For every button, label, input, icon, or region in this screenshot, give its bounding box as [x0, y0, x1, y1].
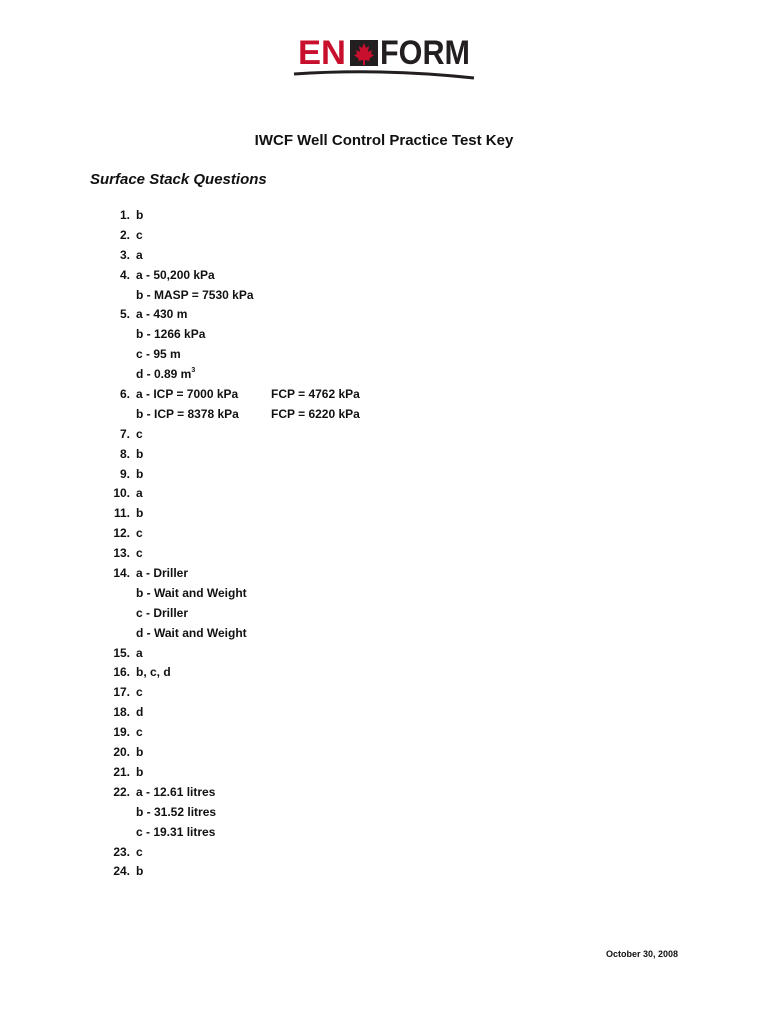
answer-item [92, 843, 492, 863]
answer-line [92, 325, 492, 345]
answer-item [92, 743, 492, 763]
answer-number: 17. [113, 685, 130, 700]
answer-text [136, 564, 188, 584]
answer-item [92, 544, 492, 564]
answer-line [92, 644, 492, 664]
answer-line [92, 206, 492, 226]
answer-number: 7. [119, 426, 130, 441]
answer-text-value: c [136, 725, 143, 740]
answer-text-value: c [136, 426, 143, 441]
answer-line [92, 445, 492, 465]
section-title: Surface Stack Questions [90, 171, 267, 188]
answer-text [136, 425, 143, 445]
answer-line [92, 405, 492, 425]
answer-item [92, 683, 492, 703]
answer-line [92, 286, 492, 306]
answer-text-value: a [136, 486, 143, 501]
answer-text-value: c - 95 m [136, 347, 181, 362]
answer-text [136, 266, 215, 286]
answer-number: 9. [119, 466, 130, 481]
answer-text-value: c - Driller [136, 605, 189, 620]
answer-text-value: b [136, 466, 144, 481]
answer-text [136, 226, 143, 246]
answer-item [92, 484, 492, 504]
answer-number: 2. [119, 227, 130, 242]
answer-text [136, 385, 238, 405]
answer-text [136, 683, 143, 703]
answer-line [92, 584, 492, 604]
answer-text [136, 524, 143, 544]
answer-text-value: c [136, 546, 143, 561]
answer-text [136, 644, 143, 664]
logo-swoosh [294, 72, 474, 78]
answer-number: 23. [113, 844, 130, 859]
answer-text-value: b [136, 506, 144, 521]
answer-item [92, 246, 492, 266]
answer-text [136, 365, 195, 385]
answer-text-value: b [136, 745, 144, 760]
answer-line [92, 703, 492, 723]
answer-item [92, 723, 492, 743]
answer-number: 15. [113, 645, 130, 660]
superscript: 3 [191, 367, 196, 375]
answer-line [92, 246, 492, 266]
answer-line [92, 365, 492, 385]
answer-text-value: a - ICP = 7000 kPa [136, 387, 239, 402]
enform-logo-graphic [292, 34, 476, 86]
answer-number: 10. [113, 486, 130, 501]
logo-text-en: EN [298, 34, 346, 72]
logo-text-form: FORM [380, 34, 470, 72]
answer-text-value: d [136, 705, 144, 720]
answer-item [92, 425, 492, 445]
answer-text [136, 465, 143, 485]
answer-item [92, 783, 492, 843]
answer-line [92, 862, 492, 882]
answer-text [136, 843, 143, 863]
answer-number: 12. [113, 526, 130, 541]
answer-item [92, 305, 492, 385]
answer-text-value: c [136, 844, 143, 859]
answer-item [92, 703, 492, 723]
answer-number: 16. [113, 665, 130, 680]
answer-text [136, 484, 143, 504]
answer-text-value: d - Wait and Weight [136, 625, 247, 640]
answer-text-value: b - 31.52 litres [136, 804, 217, 819]
answer-text-value: b - Wait and Weight [136, 585, 247, 600]
answer-number: 1. [119, 208, 130, 222]
answer-text [136, 206, 143, 226]
answer-text [136, 862, 143, 882]
answer-number: 5. [119, 307, 130, 322]
answer-number: 13. [113, 546, 130, 561]
answer-line [92, 524, 492, 544]
answer-text-value: a [136, 645, 143, 660]
answer-text-value: c - 19.31 litres [136, 824, 216, 839]
answer-line [92, 564, 492, 584]
answer-text [136, 286, 254, 306]
answer-item [92, 564, 492, 644]
footer-date: October 30, 2008 [605, 949, 678, 959]
answer-text [136, 703, 143, 723]
answer-text-value: a [136, 247, 143, 262]
answer-text-value: b [136, 864, 144, 879]
answer-text [136, 604, 188, 624]
answer-number: 18. [113, 705, 130, 720]
answer-item [92, 644, 492, 664]
answer-item [92, 862, 492, 882]
answer-number: 24. [113, 864, 130, 879]
answer-text-value: c [136, 685, 143, 700]
answer-text-value: a - 12.61 litres [136, 784, 216, 799]
answer-line [92, 803, 492, 823]
answer-text [136, 584, 247, 604]
answer-text [136, 624, 247, 644]
answer-fcp: FCP = 4762 kPa [271, 387, 360, 402]
answer-item [92, 266, 492, 306]
answer-text [136, 504, 143, 524]
answer-line [92, 663, 492, 683]
answer-text-value: a - 50,200 kPa [136, 267, 215, 282]
answer-line [92, 624, 492, 644]
answer-text-value: c [136, 526, 143, 541]
answer-number: 3. [119, 247, 130, 262]
answer-number: 11. [113, 506, 130, 521]
answer-item [92, 504, 492, 524]
answer-text [136, 405, 239, 425]
answer-line [92, 743, 492, 763]
answer-line [92, 484, 492, 504]
answer-text-value: b - 1266 kPa [136, 327, 206, 342]
answer-line [92, 345, 492, 365]
answer-fcp: FCP = 6220 kPa [271, 406, 360, 421]
answer-line [92, 823, 492, 843]
answer-text-value: c [136, 227, 143, 242]
answer-item [92, 445, 492, 465]
answer-item [92, 385, 492, 425]
answer-text [136, 663, 171, 683]
answer-line [92, 425, 492, 445]
answer-text [136, 723, 143, 743]
answer-text-value: b - MASP = 7530 kPa [136, 287, 254, 302]
answer-line [92, 783, 492, 803]
answer-text [136, 783, 215, 803]
answer-number: 22. [113, 784, 130, 799]
answer-text [136, 345, 181, 365]
answer-text-value: b [136, 208, 144, 222]
answer-text [136, 544, 143, 564]
page-title: IWCF Well Control Practice Test Key [254, 132, 514, 149]
answer-number: 19. [113, 725, 130, 740]
answer-list [92, 206, 492, 882]
answer-text-value: b [136, 764, 144, 779]
answer-line [92, 723, 492, 743]
answer-text [136, 445, 143, 465]
answer-text-value: b - ICP = 8378 kPa [136, 406, 239, 421]
answer-line [92, 544, 492, 564]
answer-item [92, 206, 492, 226]
answer-item [92, 524, 492, 544]
answer-text [136, 823, 215, 843]
answer-number: 6. [119, 387, 130, 402]
answer-line [92, 305, 492, 325]
answer-line [92, 604, 492, 624]
answer-text-value: b, c, d [136, 665, 171, 680]
answer-text [136, 246, 143, 266]
answer-line [92, 504, 492, 524]
answer-item [92, 763, 492, 783]
answer-text-value: a - Driller [136, 566, 189, 581]
answer-number: 21. [113, 764, 130, 779]
answer-text [136, 763, 143, 783]
answer-text [136, 305, 187, 325]
answer-number: 14. [113, 566, 130, 581]
enform-logo [292, 34, 476, 86]
answer-text [136, 325, 205, 345]
answer-line [92, 465, 492, 485]
answer-number: 8. [119, 446, 130, 461]
answer-line [92, 683, 492, 703]
answer-text [136, 743, 143, 763]
answer-text [136, 803, 216, 823]
answer-line [92, 266, 492, 286]
answer-item [92, 465, 492, 485]
answer-text-value: d - 0.89 m [136, 367, 192, 382]
answer-line [92, 226, 492, 246]
answer-line [92, 843, 492, 863]
answer-number: 4. [119, 267, 130, 282]
answer-line [92, 385, 492, 405]
answer-text-value: b [136, 446, 144, 461]
answer-item [92, 663, 492, 683]
answer-number: 20. [113, 745, 130, 760]
answer-item [92, 226, 492, 246]
answer-text-value: a - 430 m [136, 307, 188, 322]
answer-line [92, 763, 492, 783]
